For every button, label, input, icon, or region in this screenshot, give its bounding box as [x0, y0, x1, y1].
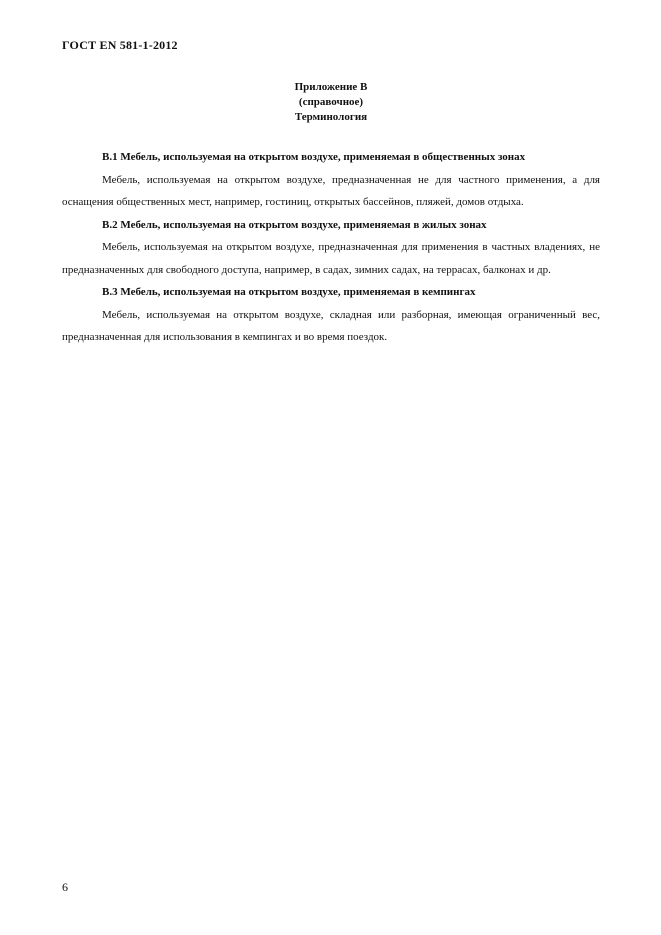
section-text-b1: Мебель, используемая на открытом воздухе, предназначенная не для частного применения, а для оснащения общественных мест, например, гостиниц, открытых бассейнов, пляжей, домов отдыха. [62, 173, 600, 208]
appendix-title: Приложение В [294, 81, 368, 93]
appendix-title-block [62, 80, 600, 125]
section-text-b2: Мебель, используемая на открытом воздухе, предназначенная для применения в частных владениях, не предназначенных для свободного доступа, например, в садах, зимних садах, на террасах, балконах и др. [62, 241, 600, 276]
appendix-subject: Терминология [294, 111, 368, 123]
section-heading-b3: В.3 Мебель, используемая на открытом воздухе, применяемая в кемпингах [102, 286, 476, 298]
section-heading-b1: В.1 Мебель, используемая на открытом воздухе, применяемая в общественных зонах [102, 151, 526, 163]
appendix-note: (справочное) [298, 96, 364, 108]
page-number: 6 [62, 880, 68, 894]
document-body [62, 146, 600, 349]
section-text-b3: Мебель, используемая на открытом воздухе, складная или разборная, имеющая ограниченный вес, предназначенная для использования в кемпингах и во время поездок. [62, 308, 600, 343]
section-heading-b2: В.2 Мебель, используемая на открытом воздухе, применяемая в жилых зонах [102, 218, 487, 231]
document-code: ГОСТ EN 581-1-2012 [62, 38, 178, 52]
